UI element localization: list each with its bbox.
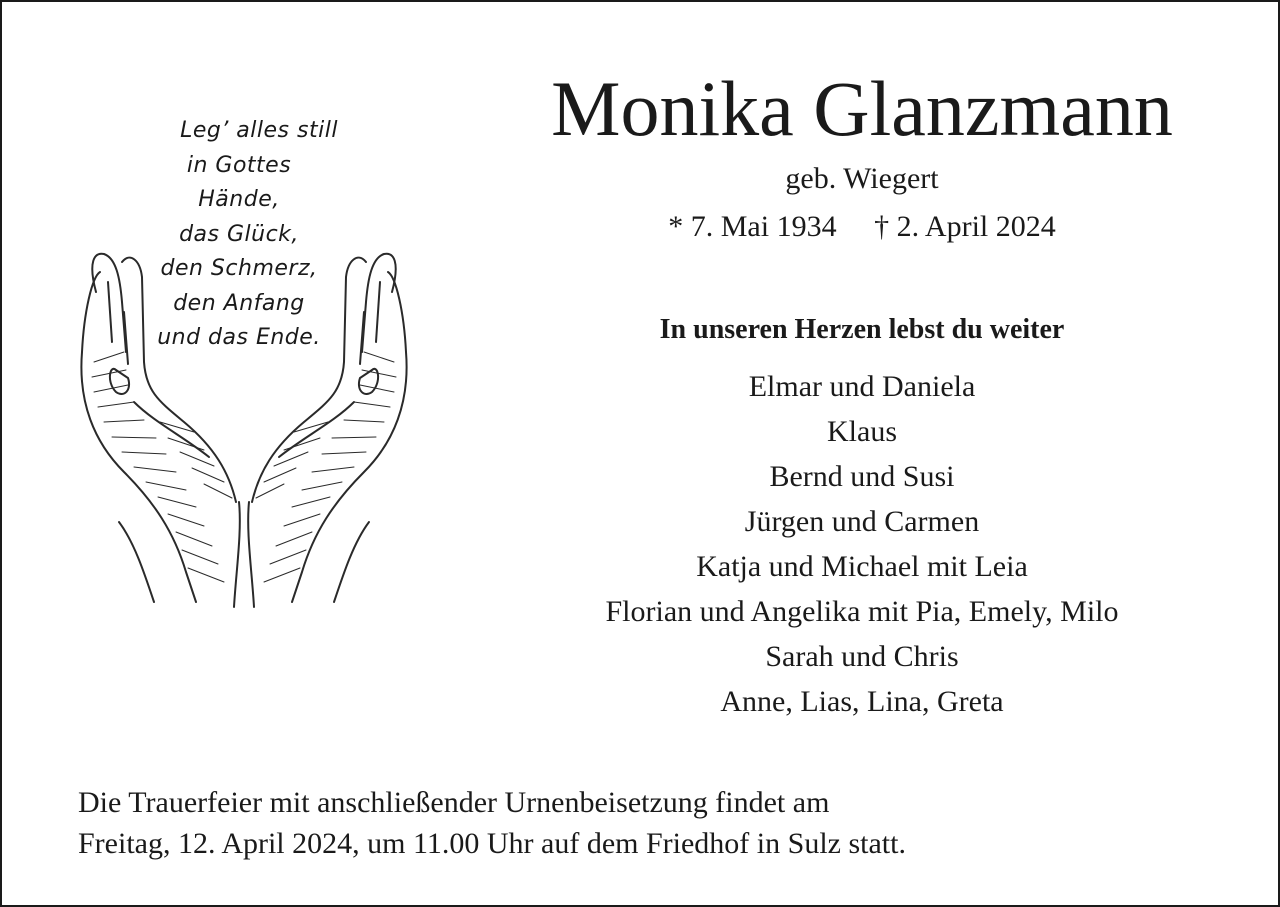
notice-line: Freitag, 12. April 2024, um 11.00 Uhr auf dem Friedhof in Sulz statt.: [78, 827, 906, 860]
poem-line: den Anfang: [173, 290, 305, 316]
poem-line: und das Ende.: [157, 325, 321, 350]
mourner-line: Katja und Michael mit Leia: [696, 550, 1028, 583]
mourner-line: Klaus: [827, 415, 897, 448]
notice-line: Die Trauerfeier mit anschließender Urnenbeisetzung findet am: [78, 786, 830, 819]
mourners-heading: In unseren Herzen lebst du weiter: [659, 314, 1065, 345]
mourner-line: Sarah und Chris: [765, 640, 959, 673]
birth-date: * 7. Mai 1934: [668, 210, 837, 243]
life-dates: [492, 208, 1232, 246]
death-date: † 2. April 2024: [874, 210, 1056, 243]
mourner-line: Anne, Lias, Lina, Greta: [720, 685, 1004, 718]
mourner-line: Florian und Angelika mit Pia, Emely, Milo: [605, 595, 1119, 628]
mourners-list: [492, 364, 1232, 724]
poem-line: das Glück,: [179, 221, 299, 247]
poem-line: den Schmerz,: [160, 256, 318, 281]
mourner-line: Bernd und Susi: [769, 460, 955, 493]
poem-line: Leg’ alles still: [180, 118, 338, 143]
maiden-name: geb. Wiegert: [785, 162, 939, 195]
mourner-line: Elmar und Daniela: [748, 370, 976, 403]
poem: [74, 114, 404, 356]
poem-line: in Gottes: [186, 152, 292, 178]
mourner-line: Jürgen und Carmen: [744, 505, 980, 538]
poem-line: Hände,: [198, 187, 280, 212]
deceased-name: Monika Glanzmann: [551, 65, 1173, 152]
funeral-notice: [78, 782, 1178, 864]
